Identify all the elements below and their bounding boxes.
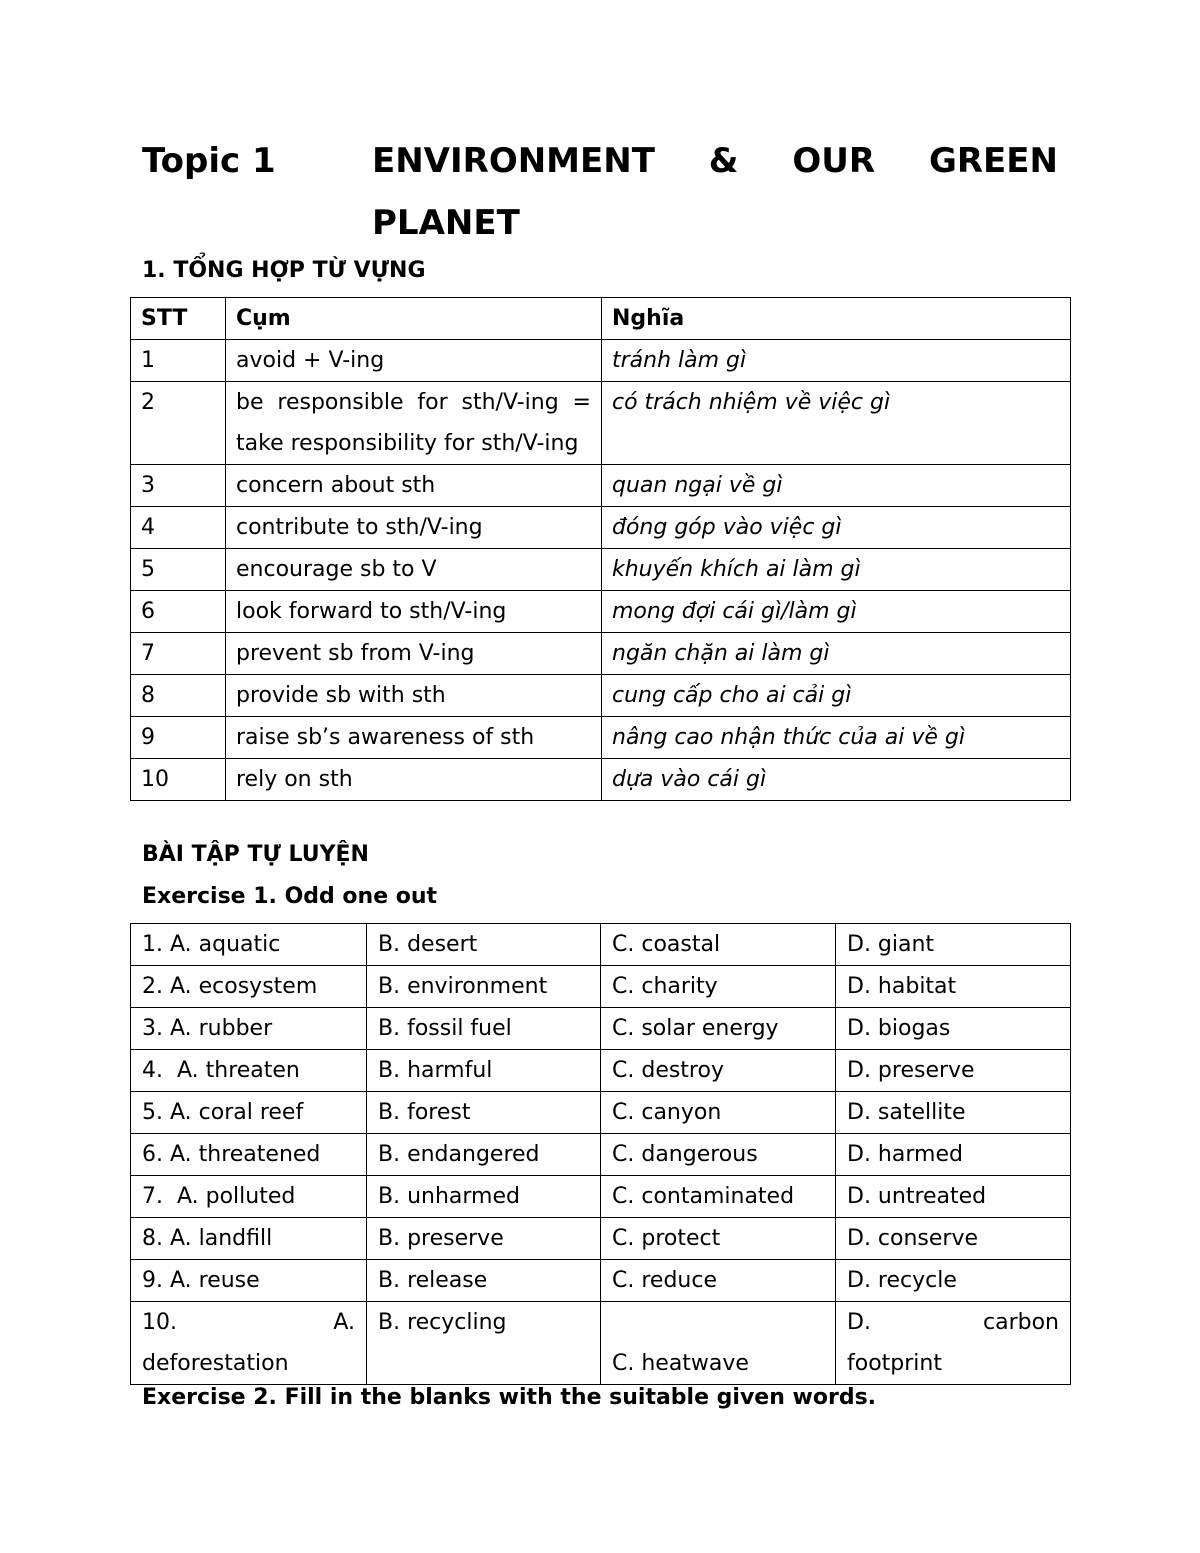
option-a-cell: 9. A. reuse (131, 1260, 367, 1302)
option-c-cell: C. charity (601, 966, 836, 1008)
option-letter: A. (333, 1310, 355, 1335)
option-c-cell: C. dangerous (601, 1134, 836, 1176)
table-row (131, 591, 1071, 633)
title-word: GREEN (928, 141, 1058, 181)
option-d-cell: D. harmed (836, 1134, 1071, 1176)
table-row (131, 633, 1071, 675)
option-b-cell: B. desert (367, 924, 601, 966)
option-c-cell: C. heatwave (601, 1302, 836, 1385)
option-a-cell: 8. A. landfill (131, 1218, 367, 1260)
option-letter: D. (847, 1310, 871, 1335)
table-row (131, 549, 1071, 591)
stt-cell: 6 (131, 591, 226, 633)
option-a-cell: 1. A. aquatic (131, 924, 367, 966)
meaning-cell: ngăn chặn ai làm gì (602, 633, 1071, 675)
option-d-cell: D. satellite (836, 1092, 1071, 1134)
title-word: OUR (792, 141, 876, 181)
option-c-cell: C. canyon (601, 1092, 836, 1134)
table-row (131, 1302, 1071, 1385)
phrase-cell: contribute to sth/V-ing (226, 507, 602, 549)
practice-heading: BÀI TẬP TỰ LUYỆN (142, 842, 369, 867)
phrase-cell: prevent sb from V-ing (226, 633, 602, 675)
stt-cell: 2 (131, 382, 226, 465)
topic-title-line-1 (372, 140, 1058, 182)
stt-cell: 10 (131, 759, 226, 801)
table-header-row (131, 298, 1071, 340)
table-row (131, 382, 1071, 465)
question-number: 10. (142, 1310, 177, 1335)
option-word: footprint (847, 1351, 942, 1376)
table-row (131, 1176, 1071, 1218)
option-word: deforestation (142, 1351, 289, 1376)
stt-cell: 9 (131, 717, 226, 759)
stt-cell: 5 (131, 549, 226, 591)
option-d-cell: D. conserve (836, 1218, 1071, 1260)
option-d-cell (836, 1302, 1071, 1385)
option-d-cell: D. habitat (836, 966, 1071, 1008)
option-c-cell: C. solar energy (601, 1008, 836, 1050)
topic-label: Topic 1 (142, 141, 276, 181)
meaning-cell: đóng góp vào việc gì (602, 507, 1071, 549)
table-row (131, 924, 1071, 966)
phrase-cell: concern about sth (226, 465, 602, 507)
table-row (131, 1050, 1071, 1092)
exercise-1-heading: Exercise 1. Odd one out (142, 884, 438, 909)
option-a-cell: 5. A. coral reef (131, 1092, 367, 1134)
option-d-line-1 (847, 1302, 1059, 1343)
meaning-cell: cung cấp cho ai cải gì (602, 675, 1071, 717)
option-a-cell: 2. A. ecosystem (131, 966, 367, 1008)
stt-cell: 1 (131, 340, 226, 382)
option-a-cell: 3. A. rubber (131, 1008, 367, 1050)
table-row (131, 1008, 1071, 1050)
vocab-section-heading: 1. TỔNG HỢP TỪ VỰNG (142, 258, 426, 283)
phrase-cell: provide sb with sth (226, 675, 602, 717)
option-b-cell: B. unharmed (367, 1176, 601, 1218)
table-row (131, 759, 1071, 801)
phrase-cell: look forward to sth/V-ing (226, 591, 602, 633)
option-word: carbon (983, 1310, 1059, 1335)
option-c-cell: C. reduce (601, 1260, 836, 1302)
table-row (131, 1092, 1071, 1134)
table-row (131, 507, 1071, 549)
option-b-cell: B. fossil fuel (367, 1008, 601, 1050)
option-b-cell: B. forest (367, 1092, 601, 1134)
option-a-cell: 4. A. threaten (131, 1050, 367, 1092)
option-d-cell: D. untreated (836, 1176, 1071, 1218)
table-row (131, 1218, 1071, 1260)
option-b-cell: B. environment (367, 966, 601, 1008)
exercise-2-heading: Exercise 2. Fill in the blanks with the suitable given words. (142, 1385, 877, 1410)
table-row (131, 717, 1071, 759)
stt-cell: 8 (131, 675, 226, 717)
meaning-cell: dựa vào cái gì (602, 759, 1071, 801)
phrase-cell: be responsible for sth/V-ing = take responsibility for sth/V-ing (226, 382, 602, 465)
phrase-cell: raise sb’s awareness of sth (226, 717, 602, 759)
meaning-cell: tránh làm gì (602, 340, 1071, 382)
option-c-cell: C. destroy (601, 1050, 836, 1092)
column-header-stt: STT (131, 298, 226, 340)
table-row (131, 675, 1071, 717)
meaning-cell: khuyến khích ai làm gì (602, 549, 1071, 591)
meaning-cell: mong đợi cái gì/làm gì (602, 591, 1071, 633)
topic-title-line-2: PLANET (372, 203, 520, 243)
option-d-cell: D. giant (836, 924, 1071, 966)
stt-cell: 7 (131, 633, 226, 675)
title-word: ENVIRONMENT (372, 141, 655, 181)
table-row (131, 966, 1071, 1008)
option-c-cell: C. contaminated (601, 1176, 836, 1218)
option-d-cell: D. preserve (836, 1050, 1071, 1092)
column-header-meaning: Nghĩa (602, 298, 1071, 340)
stt-cell: 3 (131, 465, 226, 507)
phrase-cell: encourage sb to V (226, 549, 602, 591)
meaning-cell: quan ngại về gì (602, 465, 1071, 507)
option-d-cell: D. recycle (836, 1260, 1071, 1302)
option-b-cell: B. release (367, 1260, 601, 1302)
option-a-cell: 7. A. polluted (131, 1176, 367, 1218)
option-b-cell: B. harmful (367, 1050, 601, 1092)
topic-title (372, 140, 1058, 244)
option-a-cell (131, 1302, 367, 1385)
option-b-cell: B. recycling (367, 1302, 601, 1385)
option-b-cell: B. endangered (367, 1134, 601, 1176)
table-row (131, 465, 1071, 507)
table-row (131, 1260, 1071, 1302)
table-row (131, 340, 1071, 382)
option-b-cell: B. preserve (367, 1218, 601, 1260)
vocabulary-table (130, 297, 1071, 801)
column-header-phrase: Cụm (226, 298, 602, 340)
option-c-cell: C. protect (601, 1218, 836, 1260)
option-a-cell: 6. A. threatened (131, 1134, 367, 1176)
phrase-cell: rely on sth (226, 759, 602, 801)
option-d-cell: D. biogas (836, 1008, 1071, 1050)
phrase-cell: avoid + V-ing (226, 340, 602, 382)
stt-cell: 4 (131, 507, 226, 549)
meaning-cell: có trách nhiệm về việc gì (602, 382, 1071, 465)
option-c-cell: C. coastal (601, 924, 836, 966)
odd-one-out-table (130, 923, 1071, 1385)
option-a-line-1 (142, 1302, 355, 1343)
table-row (131, 1134, 1071, 1176)
meaning-cell: nâng cao nhận thức của ai về gì (602, 717, 1071, 759)
title-word: & (708, 141, 739, 181)
